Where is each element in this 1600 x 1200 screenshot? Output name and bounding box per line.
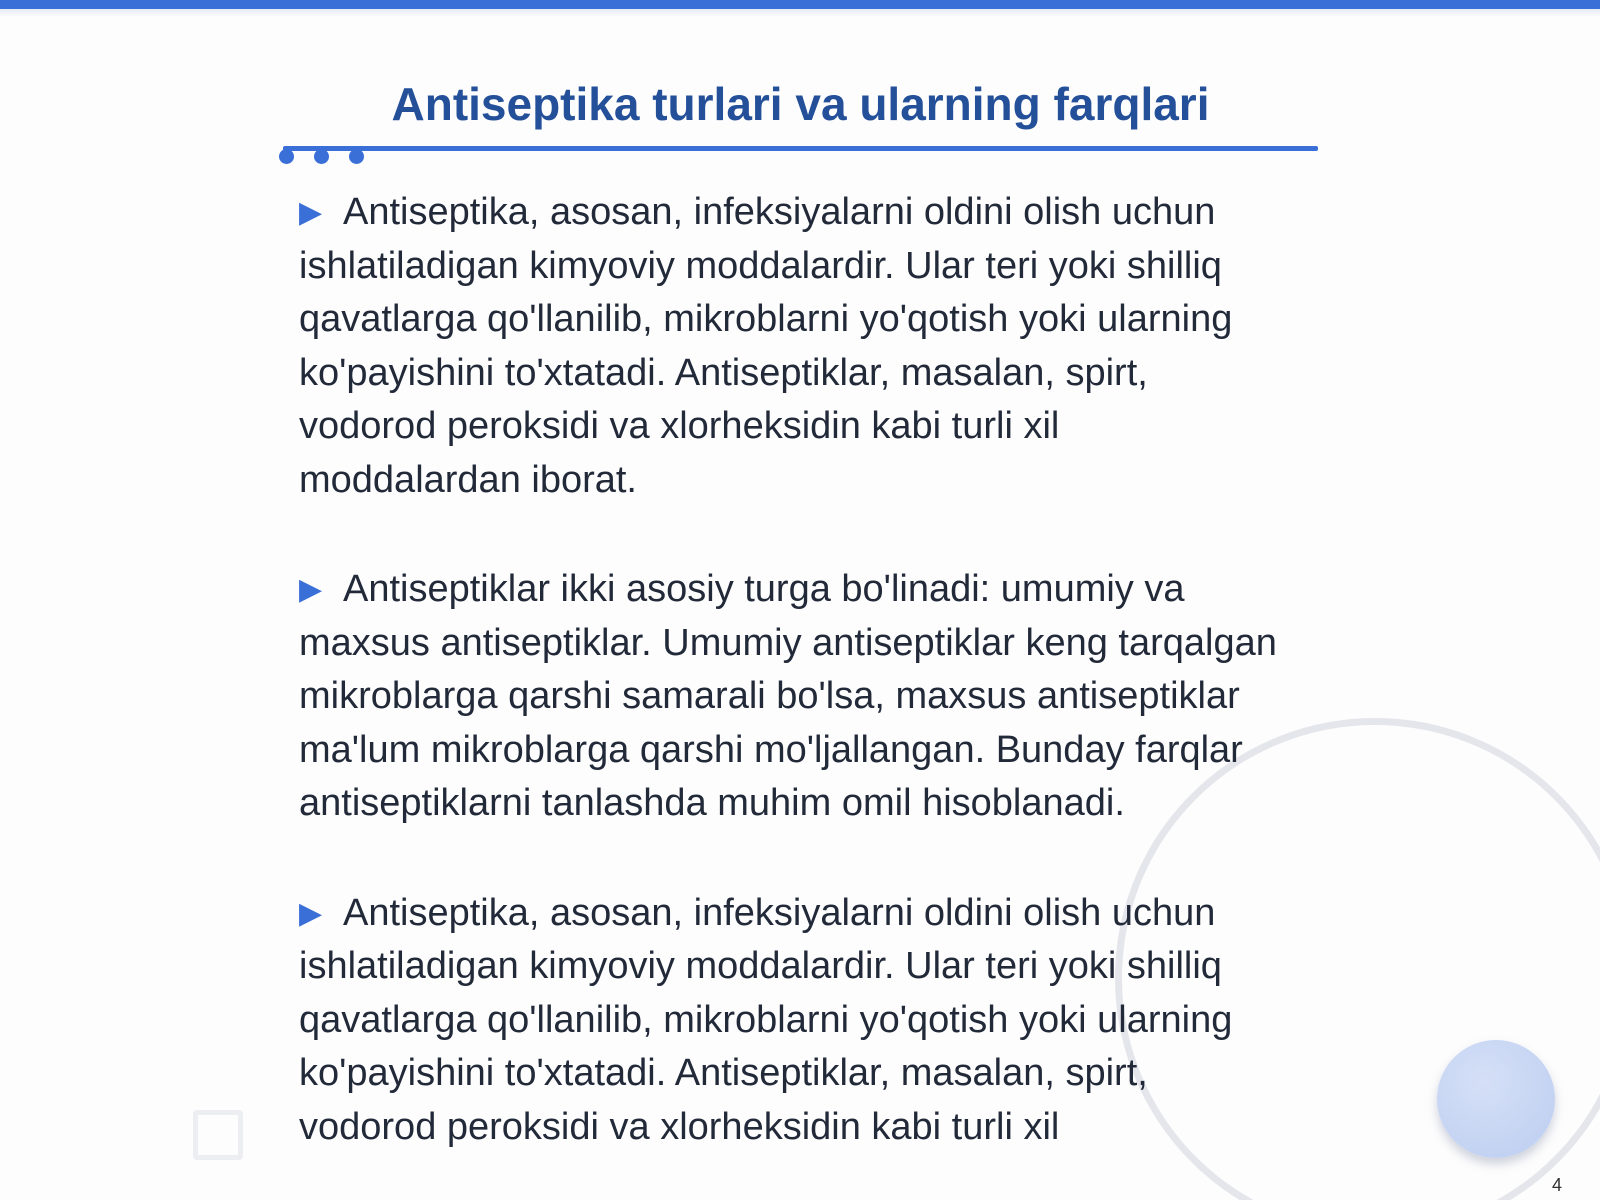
top-accent-bar	[0, 0, 1600, 9]
title-underline	[283, 146, 1318, 151]
bullet-text: Antiseptika, asosan, infeksiyalarni oldini olish uchun ishlatiladigan kimyoviy moddalardir. Ular teri yoki shilliq qavatlarga qo'llanilib, mikroblarni yo'qotish yoki ularning ko'payishini to'xtatadi. Antiseptiklar, masalan, spirt, vodorod peroksidi va xlorheksidin kabi turli xil moddalardan iborat.	[299, 191, 1233, 501]
slide-title: Antiseptika turlari va ularning farqlari	[391, 78, 1210, 130]
top-bar-shadow	[0, 9, 1600, 17]
decorative-square	[193, 1110, 243, 1160]
bullet-item	[299, 186, 1289, 507]
underline-dot	[349, 149, 364, 164]
bullet-item	[299, 563, 1289, 831]
bullet-arrow-icon: ▶	[299, 195, 323, 230]
bullet-text: Antiseptika, asosan, infeksiyalarni oldini olish uchun ishlatiladigan kimyoviy moddalardir. Ular teri yoki shilliq qavatlarga qo'llanilib, mikroblarni yo'qotish yoki ularning ko'payishini to'xtatadi. Antiseptiklar, masalan, spirt, vodorod peroksidi va xlorheksidin kabi turli xil	[299, 891, 1233, 1148]
decorative-circle	[1437, 1040, 1555, 1158]
bullet-arrow-icon: ▶	[299, 895, 323, 931]
underline-dot	[279, 149, 294, 164]
bullet-text: Antiseptiklar ikki asosiy turga bo'linadi: umumiy va maxsus antiseptiklar. Umumiy antiseptiklar keng tarqalgan mikroblarga qarshi samarali bo'lsa, maxsus antiseptiklar ma'lum mikroblarga qarshi mo'ljallangan. Bunday farqlar antiseptiklarni tanlashda muhim omil hisoblanadi.	[299, 568, 1277, 824]
bullet-item	[299, 887, 1289, 1155]
page-number: 4	[1552, 1175, 1563, 1195]
bullet-arrow-icon: ▶	[299, 572, 323, 607]
underline-dot	[314, 149, 329, 164]
bullet-list	[299, 186, 1289, 1200]
